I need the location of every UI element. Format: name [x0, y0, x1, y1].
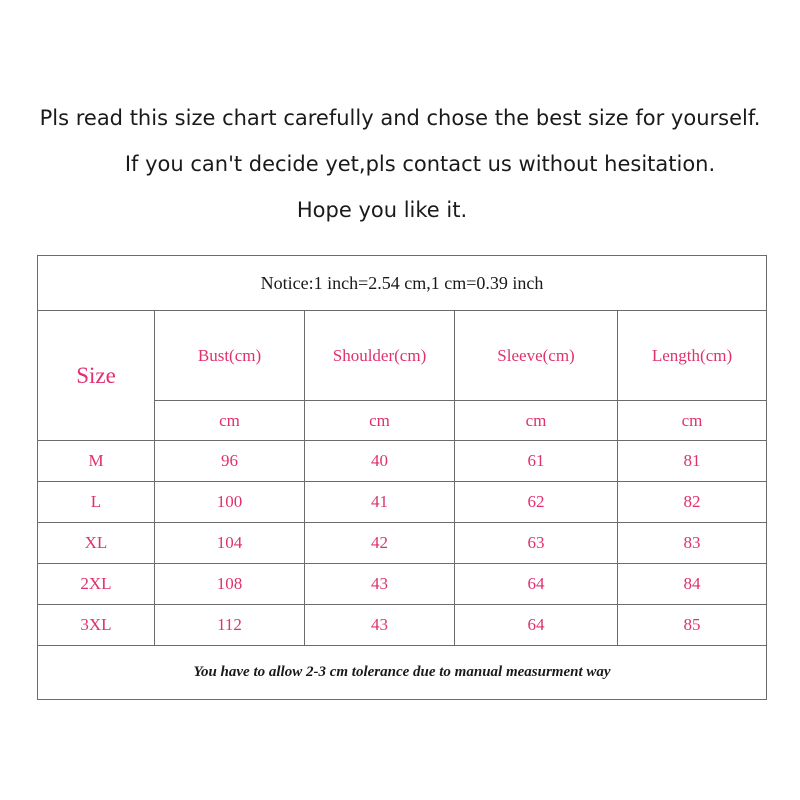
shoulder-cell: 43: [305, 564, 455, 605]
size-cell: M: [38, 441, 155, 482]
column-header-sleeve: Sleeve(cm): [455, 311, 618, 401]
table-row: [38, 523, 767, 564]
intro-line-1: Pls read this size chart carefully and chose the best size for yourself.: [39, 106, 761, 130]
column-header-bust: Bust(cm): [155, 311, 305, 401]
table-row: [38, 564, 767, 605]
length-cell: 81: [618, 441, 767, 482]
header-row: [38, 311, 767, 401]
table-row: [38, 482, 767, 523]
bust-cell: 100: [155, 482, 305, 523]
length-cell: 85: [618, 605, 767, 646]
intro-line-3: Hope you like it.: [296, 198, 468, 222]
size-cell: XL: [38, 523, 155, 564]
unit-sleeve: cm: [455, 401, 618, 441]
shoulder-cell: 43: [305, 605, 455, 646]
length-cell: 83: [618, 523, 767, 564]
unit-length: cm: [618, 401, 767, 441]
shoulder-cell: 40: [305, 441, 455, 482]
table-row: [38, 441, 767, 482]
sleeve-cell: 63: [455, 523, 618, 564]
length-cell: 82: [618, 482, 767, 523]
table-row: [38, 605, 767, 646]
bust-cell: 112: [155, 605, 305, 646]
intro-line-2: If you can't decide yet,pls contact us without hesitation.: [124, 152, 716, 176]
bust-cell: 96: [155, 441, 305, 482]
column-header-length: Length(cm): [618, 311, 767, 401]
bust-cell: 108: [155, 564, 305, 605]
size-header: Size: [38, 311, 155, 441]
tolerance-note: You have to allow 2-3 cm tolerance due to manual measurment way: [38, 646, 767, 700]
sleeve-cell: 64: [455, 564, 618, 605]
shoulder-cell: 41: [305, 482, 455, 523]
size-cell: 3XL: [38, 605, 155, 646]
size-cell: 2XL: [38, 564, 155, 605]
unit-shoulder: cm: [305, 401, 455, 441]
size-cell: L: [38, 482, 155, 523]
notice-text: Notice:1 inch=2.54 cm,1 cm=0.39 inch: [38, 256, 767, 311]
sleeve-cell: 64: [455, 605, 618, 646]
length-cell: 84: [618, 564, 767, 605]
notice-row: [38, 256, 767, 311]
sleeve-cell: 61: [455, 441, 618, 482]
footer-row: [38, 646, 767, 700]
sleeve-cell: 62: [455, 482, 618, 523]
bust-cell: 104: [155, 523, 305, 564]
column-header-shoulder: Shoulder(cm): [305, 311, 455, 401]
size-chart-table: [37, 255, 767, 700]
unit-bust: cm: [155, 401, 305, 441]
shoulder-cell: 42: [305, 523, 455, 564]
